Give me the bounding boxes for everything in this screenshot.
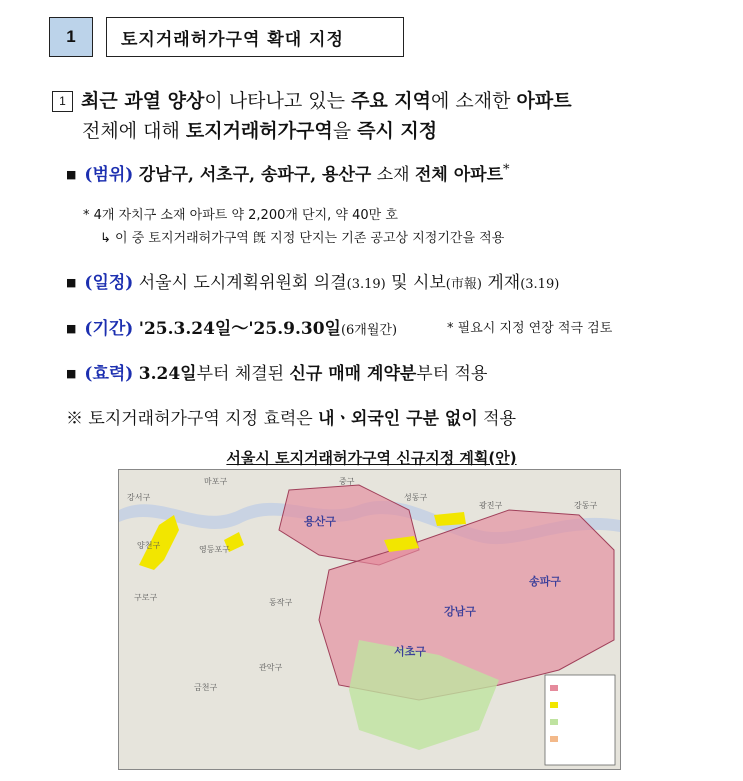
mp-text-2: 에 소재한 bbox=[431, 90, 517, 112]
effect-date: 3.24일 bbox=[138, 364, 197, 384]
scope-star: * bbox=[503, 162, 510, 178]
label-gwangjin: 광진구 bbox=[479, 501, 503, 510]
period-tag: (기간) bbox=[84, 319, 134, 339]
label-gangseo: 강서구 bbox=[127, 493, 151, 502]
effect-bullet bbox=[66, 359, 487, 384]
scope-bullet bbox=[66, 160, 510, 185]
schedule-date-1: (3.19) bbox=[346, 277, 386, 292]
section-number: 1 bbox=[49, 17, 93, 57]
remark bbox=[66, 404, 516, 429]
mp-line-2 bbox=[52, 116, 572, 146]
item-marker: 1 bbox=[52, 91, 73, 112]
mp-bold-3: 아파트 bbox=[516, 90, 572, 112]
remark-bold: 내ㆍ외국인 구분 없이 bbox=[318, 409, 478, 429]
scope-note-2: ↳ 이 중 토지거래허가구역 旣 지정 단지는 기존 공고상 지정기간을 적용 bbox=[100, 231, 505, 246]
legend-swatch-designated bbox=[550, 685, 558, 691]
label-yangcheon: 양천구 bbox=[137, 541, 161, 550]
scope-target: 전체 아파트 bbox=[414, 165, 504, 185]
schedule-text-1: 서울시 도시계획위원회 의결 bbox=[138, 273, 347, 293]
schedule-text-3: 게재 bbox=[481, 273, 521, 293]
scope-note-1: * 4개 자치구 소재 아파트 약 2,200개 단지, 약 40만 호 bbox=[83, 208, 398, 223]
label-dongjak: 동작구 bbox=[269, 598, 293, 607]
label-gangdong: 강동구 bbox=[574, 501, 598, 510]
schedule-tag: (일정) bbox=[84, 273, 134, 293]
label-yeongdeungpo: 영등포구 bbox=[199, 545, 230, 554]
label-gangnam: 강남구 bbox=[444, 605, 476, 618]
legend-swatch-existing bbox=[550, 702, 558, 708]
scope-mid: 소재 bbox=[371, 165, 415, 185]
label-seongdong: 성동구 bbox=[404, 493, 428, 502]
mp-bold-5: 즉시 지정 bbox=[357, 120, 438, 142]
label-gwanak: 관악구 bbox=[259, 663, 283, 672]
period-bullet bbox=[66, 314, 397, 339]
schedule-hanja: (市報) bbox=[445, 277, 482, 292]
label-geumcheon: 금천구 bbox=[194, 683, 218, 692]
map-image bbox=[118, 469, 621, 770]
remark-text-1: ※ 토지거래허가구역 지정 효력은 bbox=[66, 409, 319, 429]
legend-swatch-other bbox=[550, 736, 558, 742]
label-songpa: 송파구 bbox=[529, 575, 561, 588]
label-yongsan: 용산구 bbox=[304, 515, 336, 528]
effect-bold: 신규 매매 계약분 bbox=[289, 364, 417, 384]
label-jung: 중구 bbox=[339, 477, 355, 486]
scope-tag: (범위) bbox=[84, 165, 134, 185]
label-seocho: 서초구 bbox=[394, 645, 426, 658]
schedule-date-2: (3.19) bbox=[520, 277, 560, 292]
label-guro: 구로구 bbox=[134, 593, 158, 602]
period-range: '25.3.24일～'25.9.30일 bbox=[138, 319, 341, 339]
bullet-icon: ■ bbox=[66, 367, 77, 380]
schedule-bullet bbox=[66, 268, 559, 293]
period-note: * 필요시 지정 연장 적극 검토 bbox=[447, 321, 613, 336]
effect-tag: (효력) bbox=[84, 364, 134, 384]
bullet-icon: ■ bbox=[66, 322, 77, 335]
mp-bold-1: 최근 과열 양상 bbox=[81, 90, 205, 112]
bullet-icon: ■ bbox=[66, 276, 77, 289]
label-mapo: 마포구 bbox=[204, 477, 228, 486]
legend-swatch-greenbelt bbox=[550, 719, 558, 725]
schedule-text-2: 및 시보 bbox=[385, 273, 446, 293]
mp-text-4: 을 bbox=[332, 120, 358, 142]
scope-districts: 강남구, 서초구, 송파구, 용산구 bbox=[138, 165, 372, 185]
bullet-icon: ■ bbox=[66, 168, 77, 181]
period-months: (6개월간) bbox=[340, 323, 398, 338]
main-point bbox=[52, 86, 572, 146]
mp-bold-2: 주요 지역 bbox=[350, 90, 431, 112]
remark-text-2: 적용 bbox=[477, 409, 516, 429]
mp-text-3: 전체에 대해 bbox=[82, 120, 186, 142]
effect-text-2: 부터 적용 bbox=[416, 364, 488, 384]
seoul-map-svg bbox=[119, 470, 620, 769]
map-caption: 서울시 토지거래허가구역 신규지정 계획(안) bbox=[226, 449, 517, 467]
section-title: 토지거래허가구역 확대 지정 bbox=[106, 17, 404, 57]
mp-bold-4: 토지거래허가구역 bbox=[185, 120, 333, 142]
effect-text-1: 부터 체결된 bbox=[196, 364, 290, 384]
mp-text-1: 이 나타나고 있는 bbox=[204, 90, 351, 112]
